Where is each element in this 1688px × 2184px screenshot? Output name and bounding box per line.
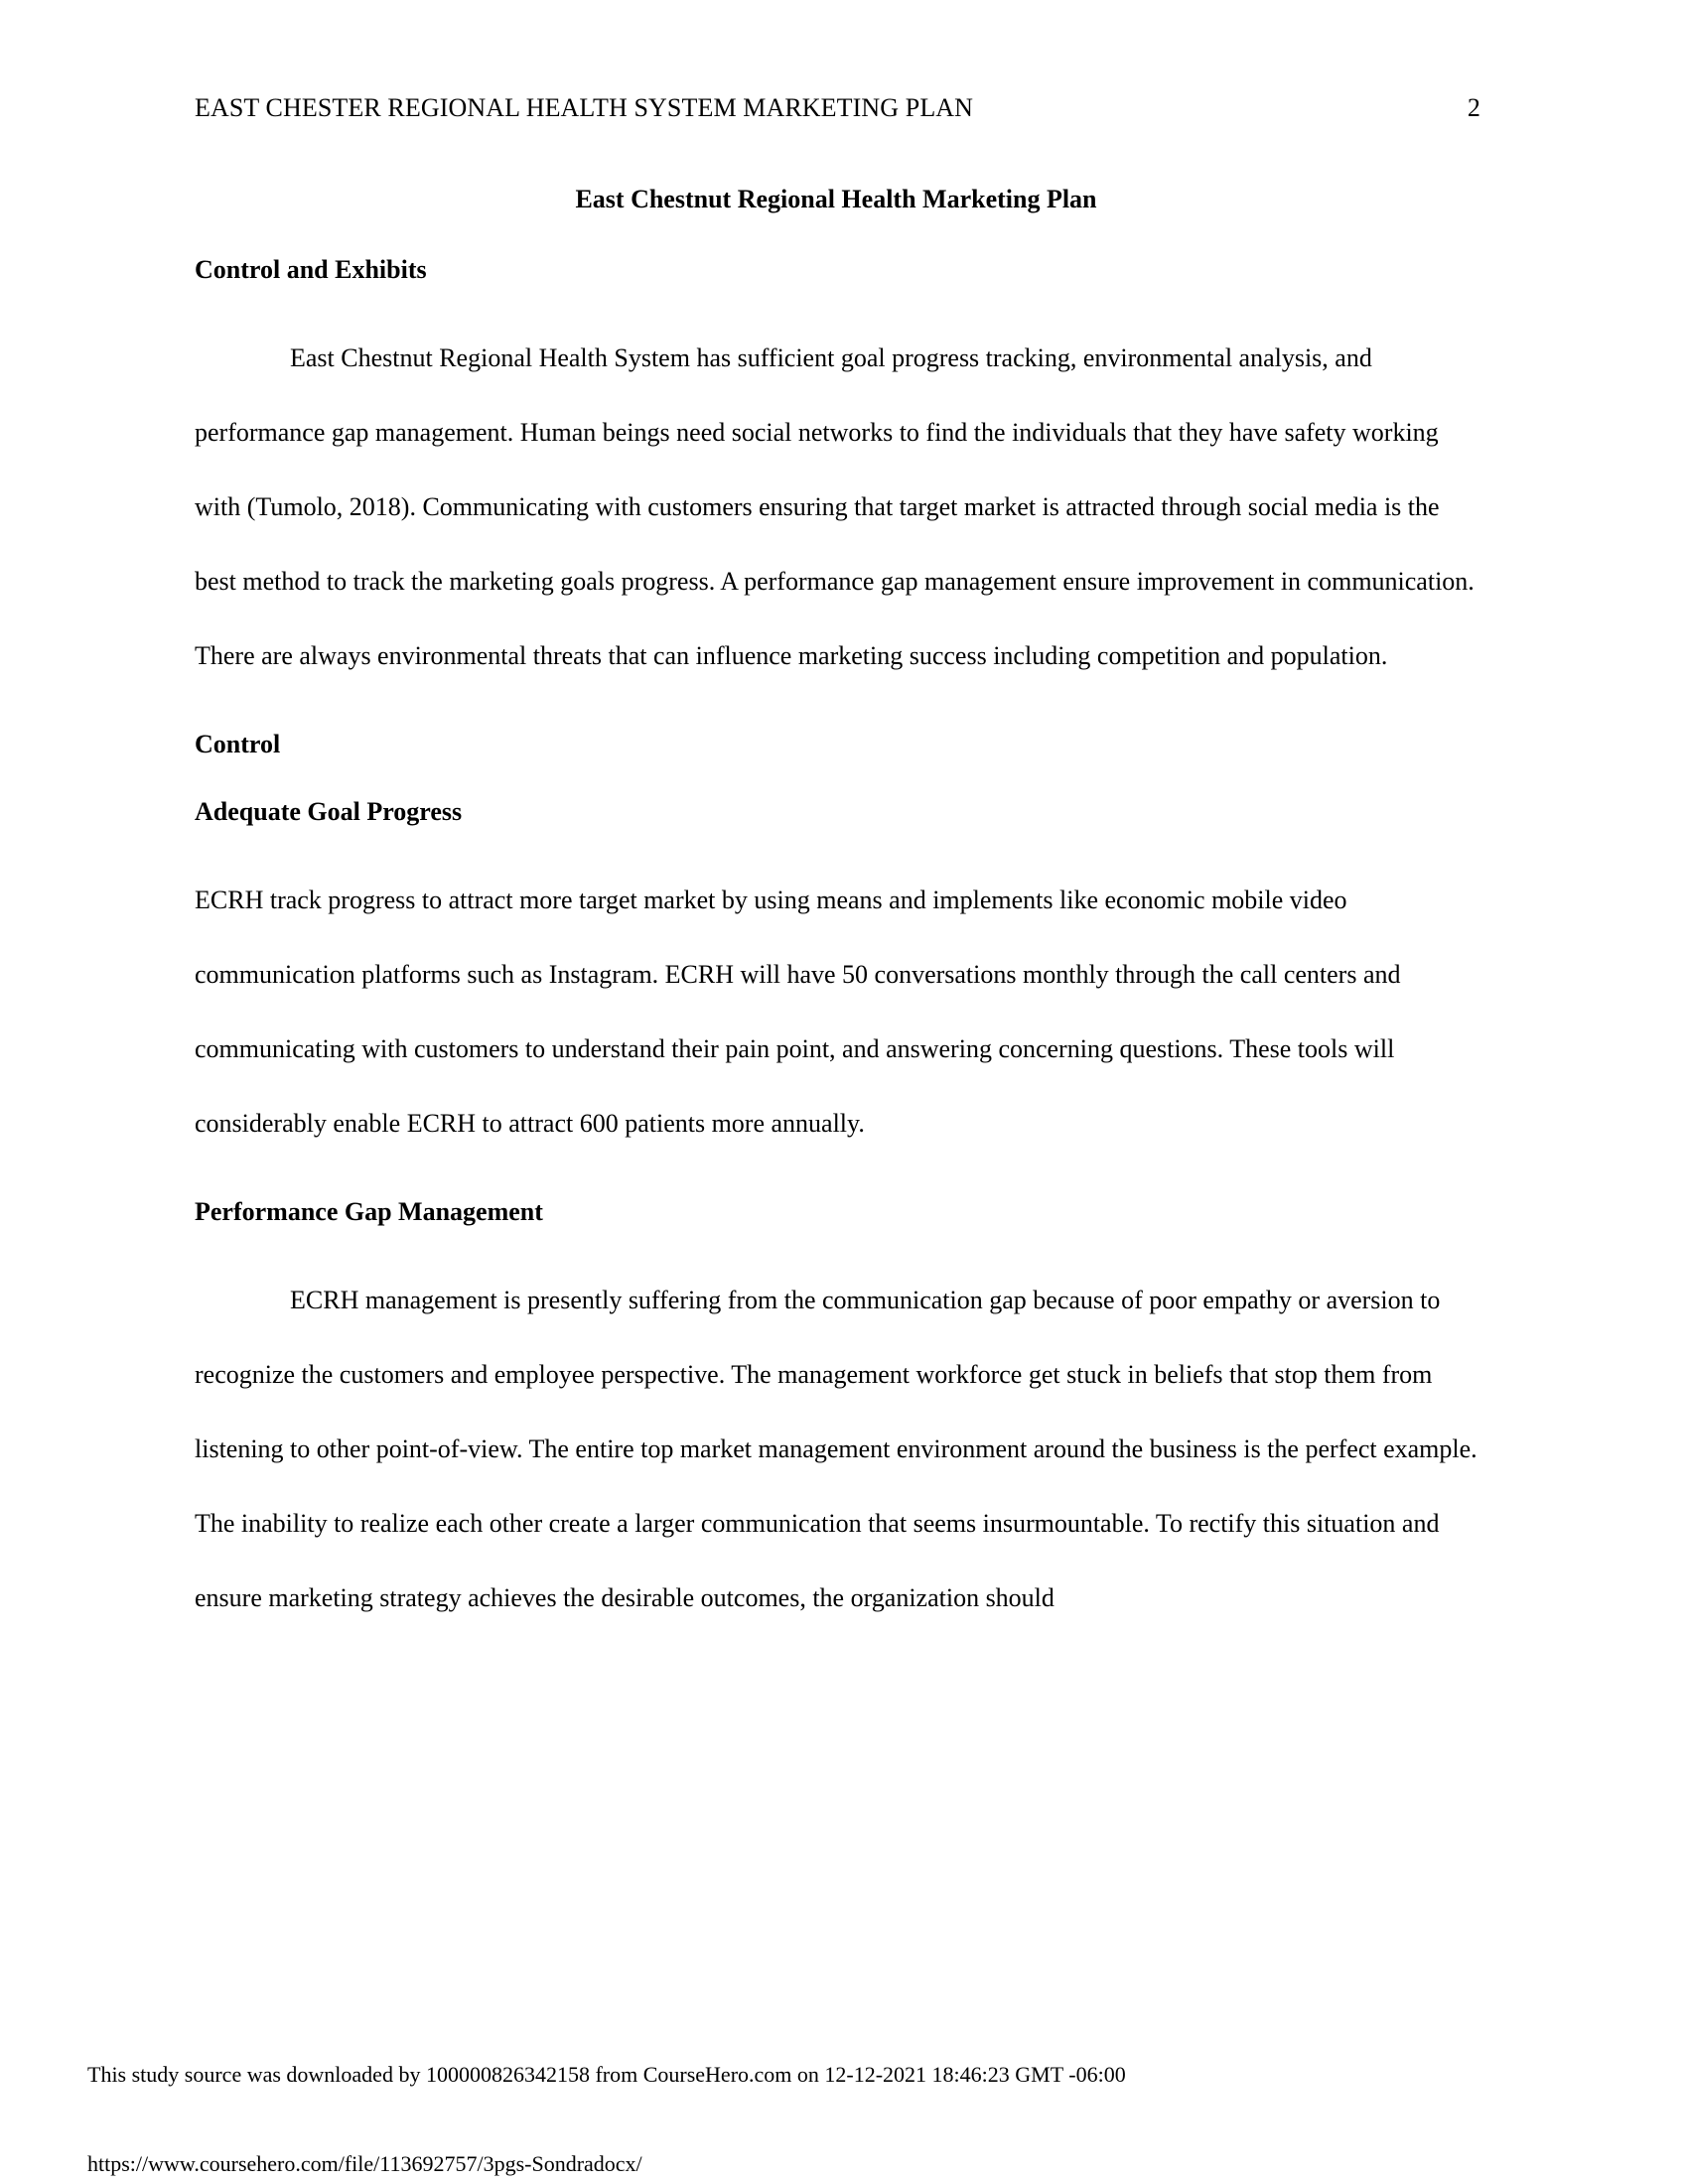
paragraph-spacer [195, 693, 1477, 729]
heading-control-and-exhibits: Control and Exhibits [195, 255, 427, 285]
paragraph-intro: East Chestnut Regional Health System has sufficient goal progress tracking, environmental analysis, and performance gap management. Human beings need social networks to find the individuals that they have safety working with (Tumolo, 2018). Communicating with customers ensuring that target market is attracted through social media is the best method to track the marketing goals progress. A performance gap management ensure improvement in communication. There are always environmental threats that can influence marketing success including competition and population. [195, 343, 1475, 671]
document-title: East Chestnut Regional Health Marketing Plan [575, 185, 1097, 213]
running-head [195, 95, 1505, 121]
source-url[interactable]: https://www.coursehero.com/file/113692757/3pgs-Sondradocx/ [87, 2151, 642, 2177]
download-notice: This study source was downloaded by 100000826342158 from CourseHero.com on 12-12-2021 18:46:23 GMT -06:00 [87, 2062, 1126, 2087]
paragraph-performance-gap-management: ECRH management is presently suffering from the communication gap because of poor empathy or aversion to recognize the customers and employee perspective. The management workforce get stuck in beliefs that stop them from listening to other point-of-view. The entire top market management environment around the business is the perfect example. The inability to realize each other create a larger communication that seems insurmountable. To rectify this situation and ensure marketing strategy achieves the desirable outcomes, the organization should [195, 1285, 1477, 1612]
paragraph-adequate-goal-progress: ECRH track progress to attract more target market by using means and implements like economic mobile video communication platforms such as Instagram. ECRH will have 50 conversations monthly through the call centers and communicating with customers to understand their pain point, and answering concerning questions. These tools will considerably enable ECRH to attract 600 patients more annually. [195, 885, 1401, 1138]
document-body [195, 184, 1477, 1635]
heading-control: Control [195, 730, 281, 759]
paragraph-spacer [195, 1160, 1477, 1196]
page-number: 2 [1467, 93, 1480, 122]
heading-adequate-goal-progress: Adequate Goal Progress [195, 796, 463, 826]
running-head-title: EAST CHESTER REGIONAL HEALTH SYSTEM MARKETING PLAN [195, 93, 974, 122]
coursehero-watermark-footer [87, 2063, 1577, 2176]
heading-performance-gap-management: Performance Gap Management [195, 1196, 543, 1226]
